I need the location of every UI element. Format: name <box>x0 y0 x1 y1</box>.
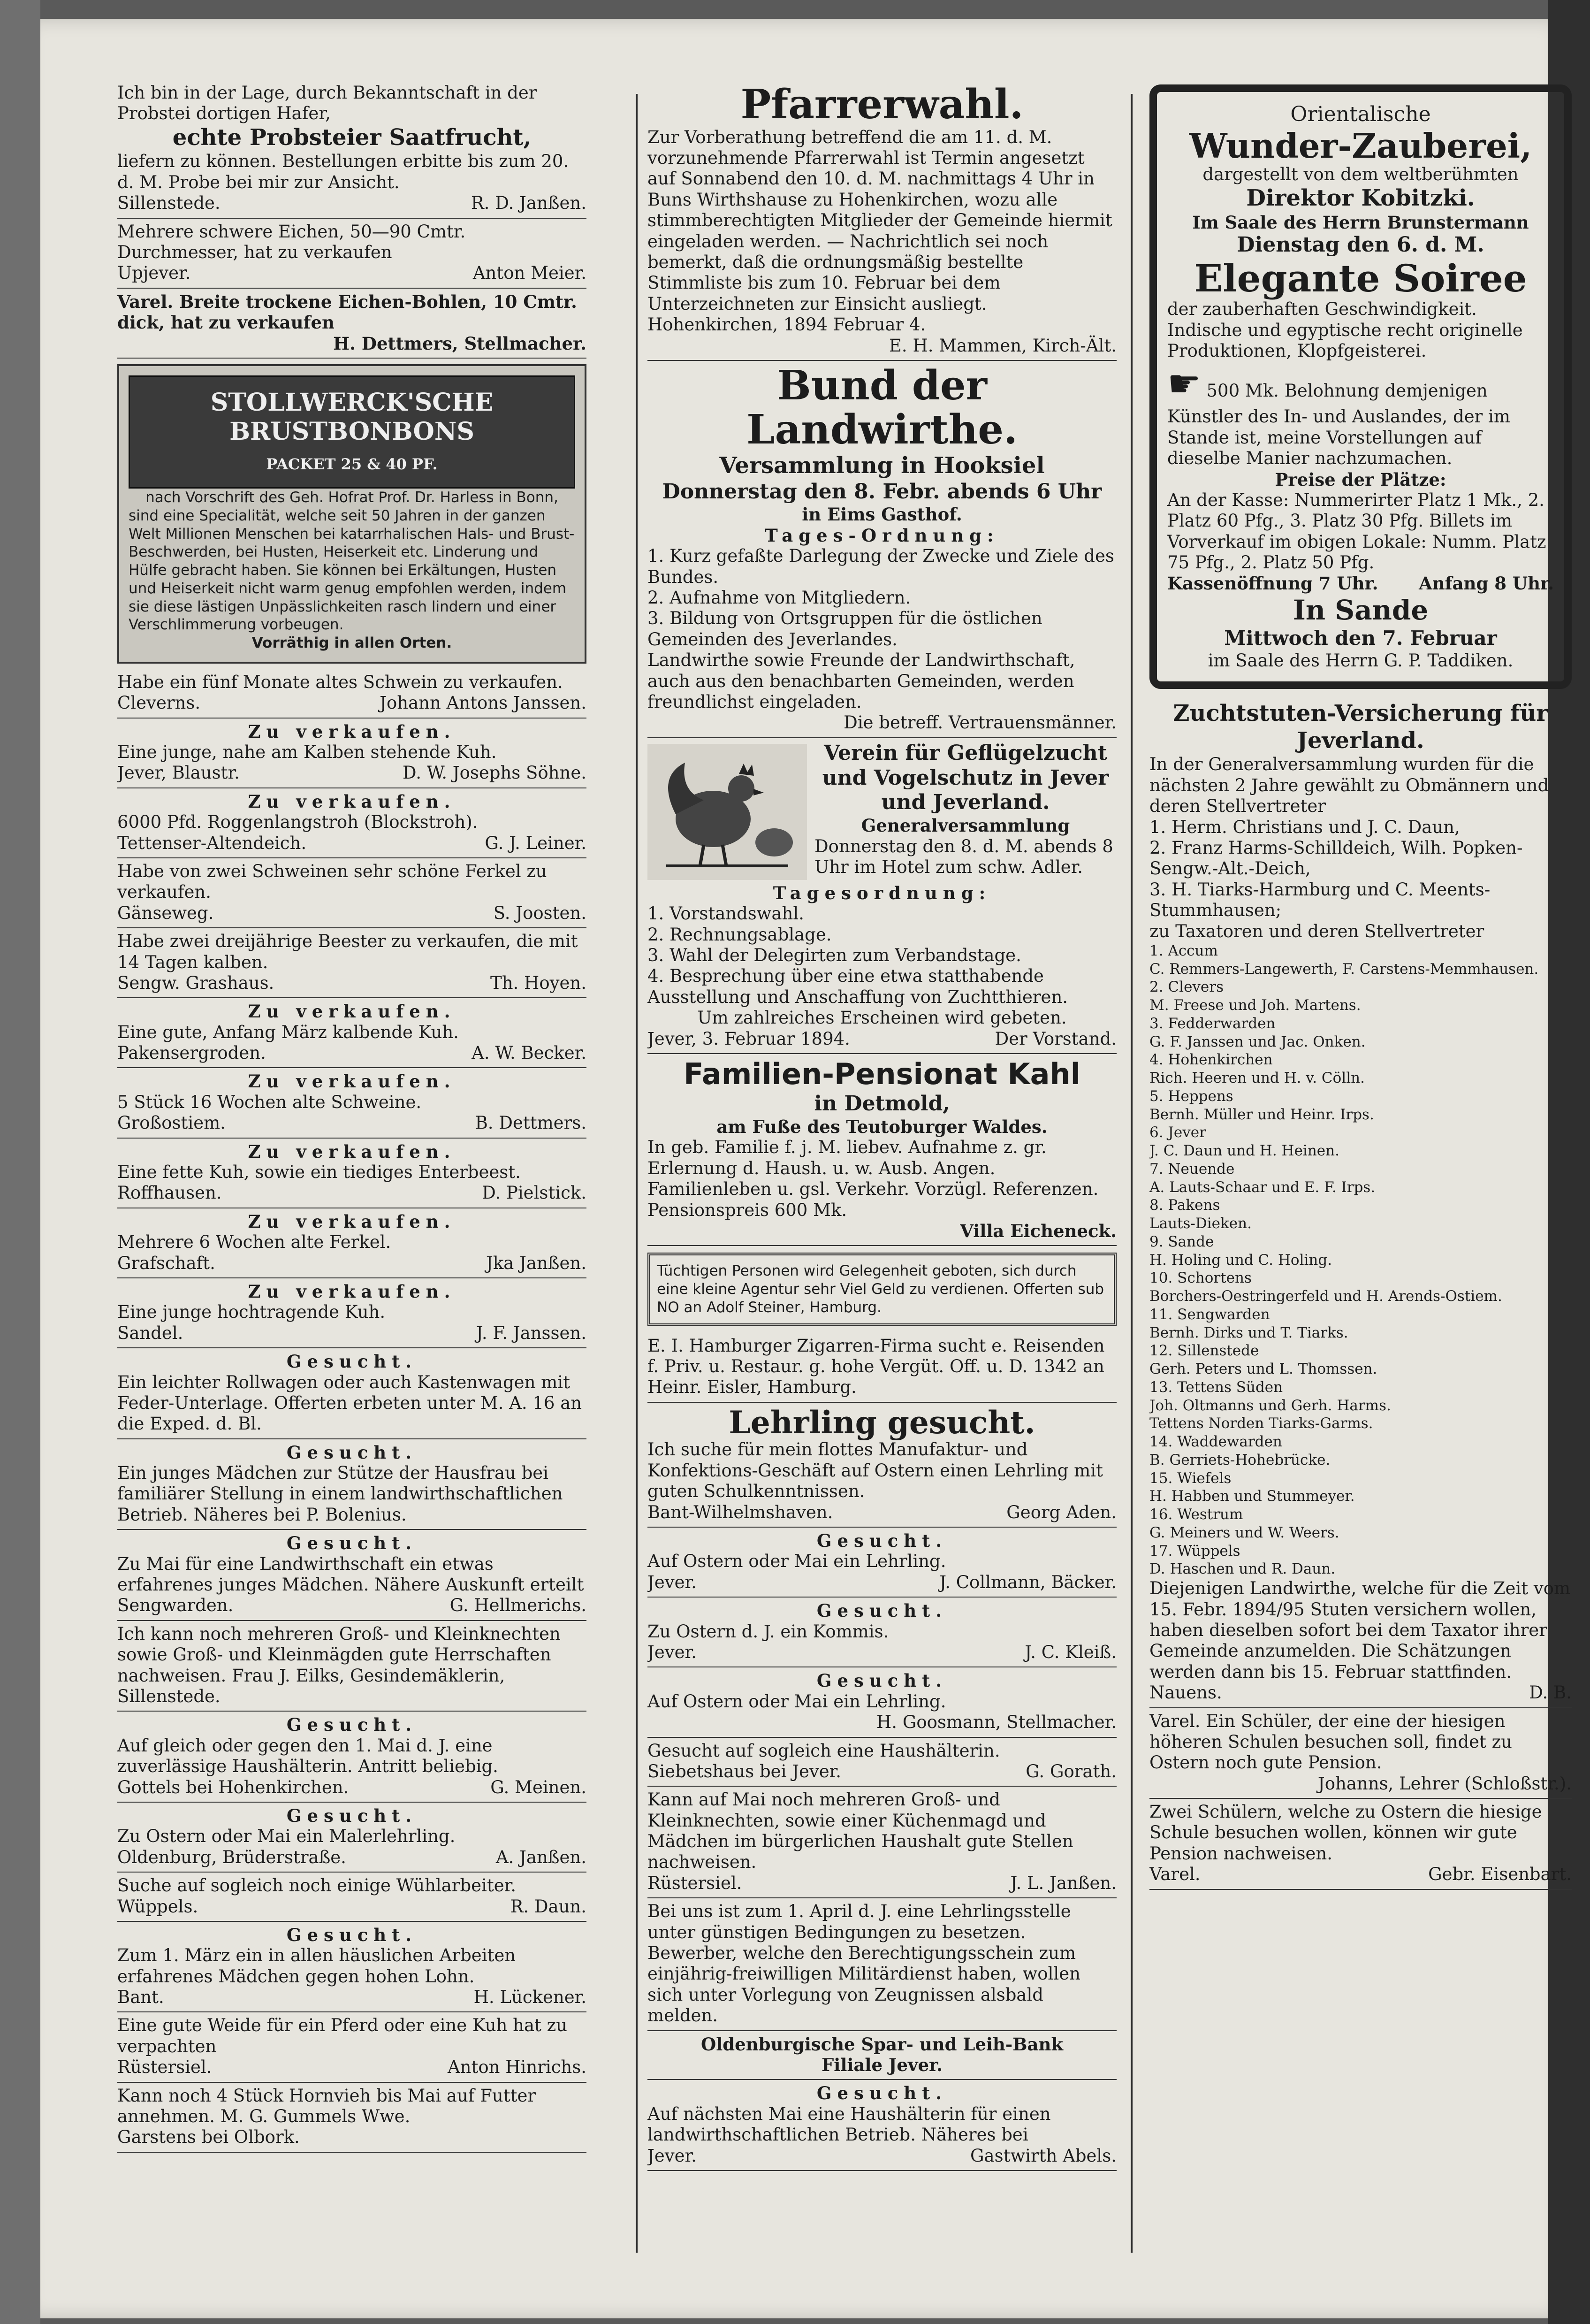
classified-ad <box>117 1278 586 1348</box>
ad-text: 6000 Pfd. Roggenlangstroh (Blockstroh). <box>117 812 478 833</box>
list-item: C. Remmers-Langewerth, F. Carstens-Memmhausen. <box>1149 960 1539 978</box>
list-item: H. Habben und Stummeyer. <box>1149 1488 1355 1505</box>
ad-title: Familien-Pensionat Kahl <box>684 1056 1080 1091</box>
classified-ad <box>117 1712 586 1803</box>
ad-text: Ich bin in der Lage, durch Bekanntschaft in der Probstei dortigen Hafer, <box>117 83 537 124</box>
list-item: Joh. Oltmanns und Gerh. Harms. <box>1149 1397 1391 1414</box>
classified-list-middle <box>647 1528 1117 2031</box>
list-item: Bernh. Dirks und T. Tiarks. <box>1149 1324 1348 1341</box>
ad-signature: S. Joosten. <box>493 902 586 923</box>
list-item: 3. H. Tiarks-Harmburg und C. Meents-Stummhausen; <box>1149 879 1491 921</box>
ad-text: Zu Ostern oder Mai ein Malerlehrling. <box>117 1826 456 1847</box>
classified-ad <box>117 928 586 998</box>
ad-text: Mehrere 6 Wochen alte Ferkel. <box>117 1232 391 1253</box>
ad-title: Verein für Geflügelzucht und Vogelschutz in Jever und Jeverland. <box>822 741 1109 815</box>
stollwerck-foot: Vorräthig in allen Orten. <box>251 635 452 652</box>
ad-signature: E. H. Mammen, Kirch-Ält. <box>889 335 1117 356</box>
ad-pensionat-kahl <box>647 1054 1117 1246</box>
ad-place: Großostiem. <box>117 1113 226 1133</box>
pointing-hand-icon: ☛ <box>1167 362 1201 406</box>
ad-title: Lehrling gesucht. <box>729 1404 1035 1441</box>
classified-ad <box>117 1068 586 1138</box>
list-item: 2. Franz Harms-Schilldeich, Wilh. Popken-Sengw.-Alt.-Deich, <box>1149 837 1523 879</box>
stollwerck-packet: PACKET 25 & 40 PF. <box>266 455 438 473</box>
ad-place: Sandel. <box>117 1323 183 1343</box>
ad-signature: Villa Eicheneck. <box>960 1221 1117 1242</box>
ad-signature-line <box>117 1987 586 2008</box>
classified-ad <box>117 1348 586 1439</box>
ad-signature: H. Lückener. <box>473 1987 586 2008</box>
ad-place: Jever. <box>647 2145 697 2166</box>
ad-signature: J. F. Janssen. <box>476 1323 586 1343</box>
ad-director: Direktor Kobitzki. <box>1246 185 1475 212</box>
classified-ad <box>647 1598 1117 1667</box>
ad-subtitle: Filiale Jever. <box>822 2054 943 2075</box>
ad-signature-line <box>647 1873 1117 1894</box>
list-item: 9. Sande <box>1149 1233 1214 1250</box>
list-item: 12. Sillenstede <box>1149 1342 1259 1360</box>
list-item: Rich. Heeren und H. v. Cölln. <box>1149 1070 1365 1087</box>
classified-list-left <box>117 719 586 2153</box>
list-item: H. Holing und C. Holing. <box>1149 1251 1332 1269</box>
ad-text: Auf Ostern oder Mai ein Lehrling. <box>647 1551 946 1572</box>
ad-title: echte Probsteier Saatfrucht, <box>172 124 532 151</box>
classified-ad <box>117 1439 586 1530</box>
ad-soiree: Elegante Soiree <box>1194 256 1527 301</box>
ad-signature-line <box>117 1043 586 1063</box>
ad-text: Eine gute, Anfang März kalbende Kuh. <box>117 1022 459 1042</box>
ad-text: Landwirthe sowie Freunde der Landwirthschaft, auch aus den benachbarten Gemeinden, werden freundlichst eingeladen. <box>647 650 1075 712</box>
ad-open: Kassenöffnung 7 Uhr. <box>1167 573 1378 594</box>
list-item: J. C. Daun und H. Heinen. <box>1149 1142 1339 1160</box>
ad-zwei-schueler <box>1149 1799 1572 1890</box>
ad-eichen <box>117 219 586 289</box>
ad-text: Zu Ostern d. J. ein Kommis. <box>647 1621 889 1642</box>
obmaenner-list <box>1149 817 1572 921</box>
ad-head: Gesucht. <box>286 1351 418 1372</box>
ad-place: Tettenser-Altendeich. <box>117 833 307 853</box>
ad-signature-line <box>117 1896 586 1917</box>
classified-ad <box>117 2083 586 2153</box>
ad-signature: R. D. Janßen. <box>471 193 586 214</box>
list-item: 2. Aufnahme von Mitgliedern. <box>647 588 911 608</box>
ad-signature: J. L. Janßen. <box>1010 1873 1117 1893</box>
ad-signature: R. Daun. <box>510 1896 586 1917</box>
ad-signature-line <box>117 903 586 924</box>
list-item: 15. Wiefels <box>1149 1469 1232 1487</box>
ad-probstei <box>117 80 586 219</box>
classified-ad <box>117 1803 586 1873</box>
ad-place: Jever, Blaustr. <box>117 763 240 783</box>
ad-text: Auf gleich oder gegen den 1. Mai d. J. eine zuverlässige Haushälterin. Antritt beliebig. <box>117 1735 498 1777</box>
list-item: 2. Clevers <box>1149 979 1224 996</box>
ad-signature: Die betreff. Vertrauensmänner. <box>844 712 1117 733</box>
ad-signature-line <box>647 1642 1117 1663</box>
ad-head: Gesucht. <box>286 1533 418 1554</box>
ad-text: Diejenigen Landwirthe, welche für die Zeit vom 15. Febr. 1894/95 Stuten versichern wollen, haben dieselben sofort bei dem Taxator ihrer Gemeinde anzumelden. Die Schätzungen werden dann bis 15. Februar stattfinden. <box>1149 1578 1571 1682</box>
ad-zuchtstuten <box>1149 697 1572 1708</box>
list-item: Lauts-Dieken. <box>1149 1215 1252 1232</box>
column-rule-2 <box>1131 94 1133 2253</box>
scan-left-margin <box>0 0 40 2324</box>
agenda-list <box>647 546 1117 650</box>
ad-place: Jever. <box>647 1642 697 1662</box>
ad-sande-where: im Saale des Herrn G. P. Taddiken. <box>1208 650 1514 671</box>
ad-head: Zu verkaufen. <box>248 1141 456 1162</box>
ad-signature: A. W. Becker. <box>472 1043 586 1063</box>
ad-gefluegelverein <box>647 738 1117 1054</box>
ad-signature-line <box>117 1595 586 1616</box>
ad-lehrling <box>647 1403 1117 1528</box>
ad-signature: Georg Aden. <box>1006 1502 1117 1522</box>
ad-text: Ich kann noch mehreren Groß- und Kleinknechten sowie Groß- und Kleinmägden gute Herrschaften nachweisen. Frau J. Eilks, Gesindemäklerin, Sillenstede. <box>117 1623 561 1706</box>
classified-ad <box>647 1667 1117 1737</box>
ad-text: der zauberhaften Geschwindigkeit. Indische und egyptische recht originelle Produktionen, Klopfgeisterei. <box>1167 299 1523 361</box>
list-item: A. Lauts-Schaar und E. F. Irps. <box>1149 1178 1376 1196</box>
ad-text: zu Taxatoren und deren Stellvertreter <box>1149 921 1484 941</box>
ad-place: Siebetshaus bei Jever. <box>647 1761 842 1781</box>
ad-signature: D. W. Josephs Söhne. <box>402 763 586 783</box>
ad-title: Bund der Landwirthe. <box>746 361 1018 454</box>
ad-place: Varel. <box>1149 1864 1201 1885</box>
ad-place: Jever. <box>647 1572 697 1592</box>
classified-ad <box>117 1139 586 1208</box>
ad-pfarrerwahl <box>647 80 1117 361</box>
ad-text: Gesucht auf sogleich eine Haushälterin. <box>647 1740 1000 1761</box>
ad-varel-bohlen <box>117 289 586 359</box>
ad-place: Oldenburg, Brüderstraße. <box>117 1847 346 1867</box>
ad-stollwerck <box>117 364 586 664</box>
ad-head: Gesucht. <box>816 1600 948 1621</box>
classified-ad <box>647 1738 1117 1787</box>
ad-head: Gesucht. <box>286 1442 418 1463</box>
ad-text: Ein leichter Rollwagen oder auch Kastenwagen mit Feder-Unterlage. Offerten erbeten unter M. A. 16 an die Exped. d. Bl. <box>117 1372 582 1434</box>
ad-text: Kann auf Mai noch mehreren Groß- und Kleinknechten, sowie einer Küchenmagd und Mädchen im bürgerlichen Haushalt gute Stellen nachweisen. <box>647 1789 1073 1873</box>
ad-signature: D. Pielstick. <box>482 1183 586 1203</box>
ad-text: Um zahlreiches Erscheinen wird gebeten. <box>697 1008 1067 1028</box>
ad-when: Donnerstag den 8. Febr. abends 6 Uhr <box>662 479 1102 504</box>
classified-ad <box>117 719 586 788</box>
ad-steiner: Tüchtigen Personen wird Gelegenheit geboten, sich durch eine kleine Agentur sehr Viel Geld zu verdienen. Offerten sub NO an Adolf Steiner, Hamburg. <box>647 1253 1117 1326</box>
ad-when: Donnerstag den 8. d. M. abends 8 Uhr im Hotel zum schw. Adler. <box>814 836 1113 877</box>
list-item: 10. Schortens <box>1149 1269 1252 1287</box>
ad-text: dargestellt von dem weltberühmten <box>1202 164 1519 184</box>
ad-text: Varel. Ein Schüler, der eine der hiesigen höheren Schulen besuchen soll, findet zu Ostern noch gute Pension. <box>1149 1711 1512 1773</box>
ad-head: Gesucht. <box>286 1805 418 1826</box>
list-item: G. Meiners und W. Weers. <box>1149 1524 1339 1541</box>
ad-place: Bant. <box>117 1987 164 2008</box>
ad-schwein <box>117 669 586 719</box>
ad-place: Wüppels. <box>117 1896 198 1917</box>
stollwerck-logo-text: STOLLWERCK'SCHE BRUSTBONBONS <box>210 388 494 446</box>
list-item: 5. Heppens <box>1149 1087 1233 1105</box>
ad-head: Zu verkaufen. <box>248 1071 456 1092</box>
ad-head: Gesucht. <box>286 1714 418 1735</box>
ad-signature-line <box>117 1113 586 1133</box>
stollwerck-body: sind eine Specialität, welche seit 50 Jahren in der ganzen Welt Millionen Menschen bei katarrhalischen Hals- und Brust-Beschwerden, bei Husten, Heiserkeit etc. Linderung und Hülfe gebracht haben. Sie können bei Erkältungen, Husten und Heiserkeit nicht warm genug empfohlen werden, indem sie diese lästigen Unpässlichkeiten rasch lindern und einer Verschlimmerung vorbeugen. <box>129 507 575 634</box>
classified-ad <box>117 1621 586 1712</box>
ad-text: Habe von zwei Schweinen sehr schöne Ferkel zu verkaufen. <box>117 861 547 902</box>
classified-ad <box>647 1898 1117 2031</box>
ad-signature: G. Meinen. <box>490 1777 586 1797</box>
ad-text: Ich suche für mein flottes Manufaktur- und Konfektions-Geschäft auf Ostern einen Lehrling mit guten Schulkenntnissen. <box>647 1439 1103 1502</box>
ad-prices-head: Preise der Plätze: <box>1275 469 1446 490</box>
classified-ad <box>117 998 586 1068</box>
list-item: Borchers-Oestringerfeld und H. Arends-Ostiem. <box>1149 1288 1502 1305</box>
list-item: 3. Bildung von Ortsgruppen für die östlichen Gemeinden des Jeverlandes. <box>647 608 1042 650</box>
ad-signature-line <box>117 763 586 783</box>
ad-prices: An der Kasse: Nummerirter Platz 1 Mk., 2. Platz 60 Pfg., 3. Platz 30 Pfg. Billets im Vorverkauf im obigen Lokale: Numm. Platz 75 Pfg., 2. Platz 50 Pfg. <box>1167 489 1546 573</box>
ad-text: Mehrere schwere Eichen, 50—90 Cmtr. Durchmesser, hat zu verkaufen <box>117 221 466 262</box>
ad-signature: Anton Meier. <box>472 263 586 283</box>
ad-place: in Detmold, <box>814 1092 950 1116</box>
stollwerck-logo <box>129 375 575 489</box>
classified-ad <box>117 1873 586 1922</box>
list-item: 4. Besprechung über eine etwa statthabende Ausstellung und Anschaffung von Zuchtthieren. <box>647 966 1068 1007</box>
ad-signature-line <box>117 833 586 854</box>
ad-sande-title: In Sande <box>1293 594 1429 626</box>
ad-text: Suche auf sogleich noch einige Wühlarbeiter. <box>117 1875 517 1896</box>
ad-text: Eine junge hochtragende Kuh. <box>117 1302 386 1323</box>
taxatoren-list <box>1149 942 1572 1578</box>
list-item: 1. Herm. Christians und J. C. Daun, <box>1149 817 1460 837</box>
list-item: 13. Tettens Süden <box>1149 1378 1283 1396</box>
ad-text: Varel. Breite trockene Eichen-Bohlen, 10 Cmtr. dick, hat zu verkaufen <box>117 291 577 333</box>
ad-place: Cleverns. <box>117 693 201 713</box>
ad-head: Zu verkaufen. <box>248 1211 456 1232</box>
ad-signature: Johann Antons Janssen. <box>380 693 586 713</box>
ad-head: Zu verkaufen. <box>248 1001 456 1022</box>
ad-title: Wunder-Zauberei, <box>1189 125 1532 166</box>
ad-where: in Eims Gasthof. <box>802 504 962 525</box>
ad-where: Im Saale des Herrn Brunstermann <box>1192 212 1529 233</box>
ad-text: In geb. Familie f. j. M. liebev. Aufnahme z. gr. Erlernung d. Haush. u. w. Ausb. Angen. Familienleben u. gsl. Verkehr. Vorzügl. Referenzen. Pensionspreis 600 Mk. <box>647 1137 1099 1220</box>
ad-signature-line <box>117 1777 586 1798</box>
ad-subtitle: Versammlung in Hooksiel <box>719 452 1045 479</box>
ad-signature: Jka Janßen. <box>486 1253 586 1273</box>
ad-sparbank <box>647 2031 1117 2080</box>
list-item: Gerh. Peters und L. Thomssen. <box>1149 1361 1377 1378</box>
ad-haushaelterin <box>647 2080 1117 2171</box>
ad-text: Auf Ostern oder Mai ein Lehrling. <box>647 1691 946 1712</box>
ad-place: Sengwarden. <box>117 1595 234 1616</box>
list-item: 1. Kurz gefaßte Darlegung der Zwecke und Ziele des Bundes. <box>647 546 1114 587</box>
rooster-illustration <box>647 744 807 880</box>
ad-head: Gesucht. <box>816 1530 948 1551</box>
list-item: 7. Neuende <box>1149 1160 1235 1177</box>
ad-order-head: Tages-Ordnung: <box>765 525 999 546</box>
ad-place: Pakensergroden. <box>117 1043 266 1063</box>
ad-head: Zu verkaufen. <box>248 721 456 742</box>
ad-signature: Johanns, Lehrer (Schloßstr.). <box>1317 1773 1572 1794</box>
ad-title: Oldenburgische Spar- und Leih-Bank <box>701 2034 1063 2055</box>
ad-signature: Gastwirth Abels. <box>970 2145 1117 2166</box>
ad-signature-line <box>117 973 586 994</box>
ad-when: Dienstag den 6. d. M. <box>1237 233 1484 257</box>
classified-ad <box>647 1528 1117 1598</box>
list-item: 2. Rechnungsablage. <box>647 924 832 945</box>
ad-text: Eine gute Weide für ein Pferd oder eine Kuh hat zu verpachten <box>117 2015 567 2056</box>
ad-date: Jever, 3. Februar 1894. <box>647 1028 850 1049</box>
ad-signature: Th. Hoyen. <box>490 972 586 993</box>
ad-place: Sengw. Grashaus. <box>117 972 274 993</box>
ad-subtitle: Generalversammlung <box>861 815 1070 836</box>
ad-signature-line <box>117 1253 586 1274</box>
ad-head: Gesucht. <box>816 2083 948 2104</box>
ad-signature-line <box>117 1847 586 1868</box>
ad-signature: H. Goosmann, Stellmacher. <box>876 1712 1117 1733</box>
ad-text: In der Generalversammlung wurden für die nächsten 2 Jahre gewählt zu Obmännern und deren Stellvertreter <box>1149 754 1549 817</box>
list-item: 6. Jever <box>1149 1124 1206 1141</box>
ad-signature-line <box>647 1572 1117 1593</box>
list-item: 3. Wahl der Delegirten zum Verbandstage. <box>647 945 1021 965</box>
ad-place: Rüstersiel. <box>117 2057 212 2078</box>
column-right <box>1149 80 1572 2262</box>
ad-place: Gänseweg. <box>117 902 214 923</box>
ad-text: E. I. Hamburger Zigarren-Firma sucht e. Reisenden f. Priv. u. Restaur. g. hohe Vergüt. Off. u. D. 1342 an Heinr. Eisler, Hamburg. <box>647 1335 1105 1398</box>
ad-place: Gottels bei Hohenkirchen. <box>117 1777 349 1797</box>
list-item: Bernh. Müller und Heinr. Irps. <box>1149 1106 1374 1123</box>
ad-signature: H. Dettmers, Stellmacher. <box>333 333 586 354</box>
ad-head: Gesucht. <box>286 1924 418 1945</box>
ad-head: Zu verkaufen. <box>248 791 456 812</box>
ad-head: Zu verkaufen. <box>248 1281 456 1302</box>
ad-place: Roffhausen. <box>117 1183 222 1203</box>
ad-signature: G. J. Leiner. <box>485 833 586 853</box>
classified-ad <box>117 858 586 928</box>
ad-text: liefern zu können. Bestellungen erbitte bis zum 20. d. M. Probe bei mir zur Ansicht. <box>117 151 569 192</box>
ad-place: Sillenstede. <box>117 193 221 214</box>
ad-text: Habe zwei dreijährige Beester zu verkaufen, die mit 14 Tagen kalben. <box>117 931 578 972</box>
ad-place: Upjever. <box>117 263 191 283</box>
ad-signature: Anton Hinrichs. <box>447 2057 586 2078</box>
ad-text: 5 Stück 16 Wochen alte Schweine. <box>117 1092 422 1112</box>
classified-ad <box>117 1922 586 2013</box>
list-item: 3. Fedderwarden <box>1149 1015 1276 1032</box>
ad-zigarren <box>647 1333 1117 1403</box>
list-item: Tettens Norden Tiarks-Garms. <box>1149 1415 1373 1432</box>
classified-ad <box>117 1530 586 1621</box>
ad-signature-line <box>117 2127 586 2148</box>
ad-schueler-pension <box>1149 1708 1572 1799</box>
list-item: 1. Vorstandswahl. <box>647 903 804 924</box>
ad-signature-line <box>117 1183 586 1203</box>
ad-title: Zuchtstuten-Versicherung für Jeverland. <box>1173 700 1548 754</box>
ad-text: Zur Vorberathung betreffend die am 11. d. M. vorzunehmende Pfarrerwahl ist Termin angesetzt auf Sonnabend den 10. d. M. nachmittags 4 Uhr in Buns Wirthshause zu Hohenkirchen, wozu alle stimmberechtigten Mitglieder der Gemeinde hiermit eingeladen werden. — Nachrichtlich sei noch bemerkt, daß die ordnungsmäßig bestellte Stimmliste bis zum 10. Februar bei dem Unterzeichneten zur Einsicht ausliegt. <box>647 127 1112 314</box>
column-left <box>117 80 586 2262</box>
ad-signature: Der Vorstand. <box>995 1028 1117 1049</box>
ad-pretitle: Orientalische <box>1290 102 1431 126</box>
ad-place: Nauens. <box>1149 1682 1222 1703</box>
list-item: 11. Sengwarden <box>1149 1306 1270 1323</box>
ad-signature: B. Dettmers. <box>475 1113 586 1133</box>
column-rule-1 <box>636 94 638 2253</box>
ad-signature: J. C. Kleiß. <box>1025 1642 1117 1662</box>
ad-text: 500 Mk. Belohnung demjenigen Künstler des In- und Auslandes, der im Stande ist, meine Vorstellungen auf dieselbe Manier nachzumachen. <box>1167 381 1510 469</box>
ad-text: Bei uns ist zum 1. April d. J. eine Lehrlingsstelle unter günstigen Bedingungen zu besetzen. Bewerber, welche den Berechtigungsschein zum einjährig-freiwilligen Militärdienst haben, wollen sich unter Vorlegung von Zeugnissen alsbald melden. <box>647 1901 1080 2026</box>
ad-place: Bant-Wilhelmshaven. <box>647 1502 833 1522</box>
ad-text: Eine junge, nahe am Kalben stehende Kuh. <box>117 742 497 762</box>
ad-subtitle: am Fuße des Teutoburger Waldes. <box>716 1116 1048 1138</box>
column-middle <box>647 80 1117 2262</box>
ad-signature: J. Collmann, Bäcker. <box>939 1572 1117 1592</box>
ad-order-head: Tagesordnung: <box>773 882 991 903</box>
ad-head: Gesucht. <box>816 1670 948 1691</box>
ad-signature-line <box>117 1323 586 1344</box>
ad-start: Anfang 8 Uhr. <box>1419 573 1554 594</box>
ad-signature: G. Hellmerichs. <box>449 1595 586 1616</box>
ad-signature-line <box>117 2057 586 2078</box>
ad-text: Auf nächsten Mai eine Haushälterin für einen landwirthschaftlichen Betrieb. Näheres bei <box>647 2103 1051 2145</box>
ad-text: Zu Mai für eine Landwirthschaft ein etwas erfahrenes junges Mädchen. Nähere Auskunft erteilt <box>117 1553 584 1595</box>
ad-date: Hohenkirchen, 1894 Februar 4. <box>647 314 926 335</box>
ad-bund-landwirthe <box>647 361 1117 738</box>
ad-text: Kann noch 4 Stück Hornvieh bis Mai auf Futter annehmen. M. G. Gummels Wwe. <box>117 2085 536 2127</box>
classified-ad <box>117 788 586 858</box>
ad-signature-line <box>647 1712 1117 1733</box>
list-item: 4. Hohenkirchen <box>1149 1051 1273 1069</box>
classified-ad <box>117 1208 586 1278</box>
ad-signature: Gebr. Eisenbart. <box>1428 1864 1572 1885</box>
ad-text: Ein junges Mädchen zur Stütze der Hausfrau bei familiärer Stellung in einem landwirthschaftlichen Betrieb. Näheres bei P. Bolenius. <box>117 1463 563 1525</box>
ad-place: Garstens bei Olbork. <box>117 2127 300 2148</box>
list-item: G. F. Janssen und Jac. Onken. <box>1149 1033 1366 1050</box>
ad-signature: G. Gorath. <box>1026 1761 1117 1781</box>
list-item: B. Gerriets-Hohebrücke. <box>1149 1451 1331 1468</box>
classified-ad <box>117 2012 586 2082</box>
ad-text: Habe ein fünf Monate altes Schwein zu verkaufen. <box>117 672 563 692</box>
ad-title: Pfarrerwahl. <box>740 81 1024 128</box>
ad-text: Eine fette Kuh, sowie ein tiediges Enterbeest. <box>117 1162 521 1183</box>
list-item: D. Haschen und R. Daun. <box>1149 1560 1336 1578</box>
ad-signature: A. Janßen. <box>495 1847 586 1867</box>
stollwerck-lead: nach Vorschrift des Geh. Hofrat Prof. Dr. Harless in Bonn, <box>145 489 558 506</box>
list-item: 14. Waddewarden <box>1149 1433 1282 1451</box>
list-item: 1. Accum <box>1149 942 1218 959</box>
ad-place: Rüstersiel. <box>647 1873 742 1893</box>
ad-text: Zum 1. März ein in allen häuslichen Arbeiten erfahrenes Mädchen gegen hohen Lohn. <box>117 1945 516 1987</box>
ad-place: Grafschaft. <box>117 1253 215 1273</box>
list-item: 16. Westrum <box>1149 1506 1243 1523</box>
ad-signature-line <box>647 1761 1117 1782</box>
list-item: M. Freese und Joh. Martens. <box>1149 997 1361 1014</box>
ad-signature: D. B. <box>1529 1682 1572 1703</box>
classified-ad <box>647 1787 1117 1898</box>
list-item: 8. Pakens <box>1149 1197 1220 1214</box>
ad-sande-when: Mittwoch den 7. Februar <box>1224 627 1497 650</box>
ad-text: Zwei Schülern, welche zu Ostern die hiesige Schule besuchen wollen, können wir gute Pension nachweisen. <box>1149 1802 1542 1864</box>
agenda-list <box>647 903 1117 1008</box>
list-item: 17. Wüppels <box>1149 1542 1240 1560</box>
ad-wunder-zauberei <box>1149 84 1572 689</box>
